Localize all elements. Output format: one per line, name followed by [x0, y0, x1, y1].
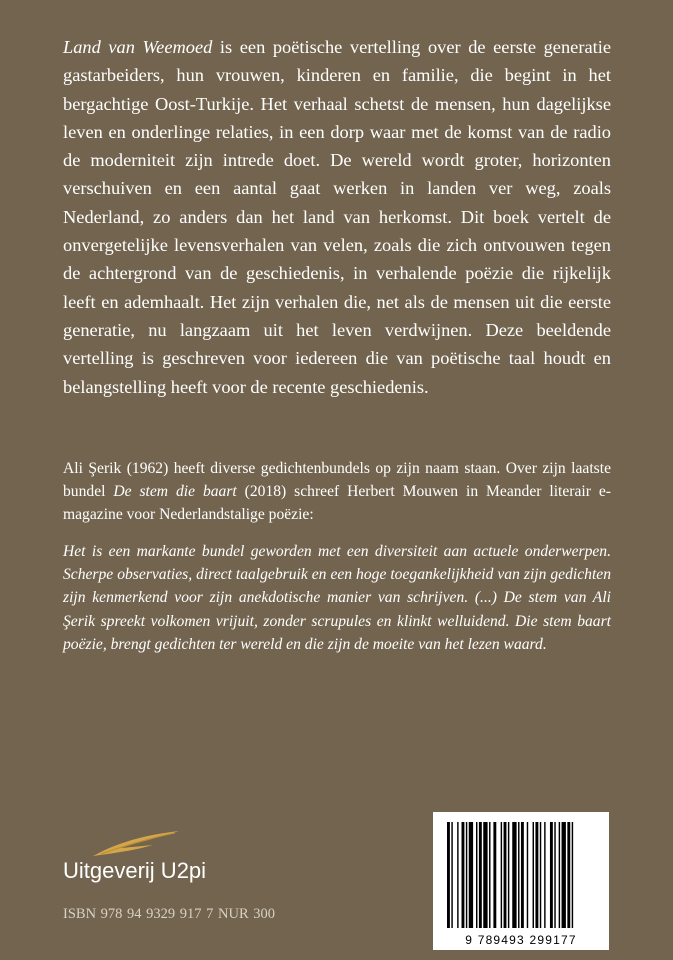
publisher-logo	[63, 828, 313, 884]
barcode-bar	[550, 822, 553, 928]
review-quote: Het is een markante bundel geworden met een diversiteit aan actuele onderwerpen. Scherpe observaties, direct taalgebruik en een hoge toegankelijkheid van zijn gedichten zijn kenmerkend voor zijn anekdotische manier van schrijven. (...) De stem van Ali Şerik spreekt volkomen vrijuit, zonder scrupules en klinkt welluidend. Die stem baart poëzie, brengt gedichten ter wereld en die zijn de moeite van het lezen waard.	[63, 543, 611, 653]
barcode-bar	[466, 822, 467, 928]
barcode-bar	[521, 822, 524, 928]
bio-text-after: (2018) schreef Herbert Mouwen in Meander literair e-magazine voor Nederlandstalige poëzie:	[63, 483, 611, 524]
barcode-bar	[489, 822, 490, 928]
previous-book-title: De stem die baart	[113, 483, 237, 501]
barcode-bar	[479, 822, 482, 928]
barcode-bar	[469, 822, 473, 928]
barcode-bar	[572, 822, 573, 928]
barcode-bar	[567, 822, 570, 928]
barcode-bar	[447, 822, 450, 928]
barcode-bar	[508, 822, 509, 928]
barcode-bars	[433, 812, 609, 950]
book-title: Land van Weemoed	[63, 37, 213, 57]
barcode-bar	[518, 822, 519, 928]
barcode-number: 9 789493 299177	[465, 933, 577, 947]
barcode-bar	[535, 822, 538, 928]
author-bio	[63, 457, 611, 527]
isbn-nur-line: ISBN 978 94 9329 917 7 NUR 300	[63, 906, 276, 922]
barcode-bar	[540, 822, 541, 928]
barcode-bar	[512, 822, 516, 928]
barcode-bar	[533, 822, 534, 928]
barcode-bar	[554, 822, 555, 928]
back-cover-blurb	[63, 33, 611, 401]
isbn-barcode	[433, 812, 609, 950]
barcode-bar	[483, 822, 487, 928]
barcode-bar	[562, 822, 566, 928]
barcode-bar	[451, 822, 452, 928]
barcode-bar	[544, 822, 545, 928]
barcode-bar	[493, 822, 496, 928]
barcode-bar	[501, 822, 502, 928]
barcode-bar	[559, 822, 560, 928]
blurb-text: is een poëtische vertelling over de eerste generatie gastarbeiders, hun vrouwen, kinderen en familie, die begint in het bergachtige Oost-Turkije. Het verhaal schetst de mensen, hun dagelijkse leven en onderlinge relaties, in een dorp waar met de komst van de radio de moderniteit zijn intrede doet. De wereld wordt groter, horizonten verschuiven en een aantal gaat werken in landen ver weg, zoals Nederland, zo anders dan het land van herkomst. Dit boek vertelt de onvergetelijke levensverhalen van velen, zoals die zich ontvouwen tegen de achtergrond van de geschiedenis, in verhalende poëzie die rijkelijk leeft en ademhaalt. Het zijn verhalen die, net als de mensen uit die eerste generatie, nu langzaam uit het leven verdwijnen. Deze beeldende vertelling is geschreven voor iedereen die van poëtische taal houdt en belangstelling heeft voor de recente geschiedenis.	[63, 37, 611, 397]
publisher-name: Uitgeverij U2pi	[63, 858, 207, 883]
barcode-bar	[476, 822, 477, 928]
bio-text-before: Ali Şerik (1962) heeft diverse gedichtenbundels op zijn naam staan. Over zijn laatste bundel	[63, 460, 611, 501]
barcode-bar	[457, 822, 458, 928]
barcode-bar	[462, 822, 465, 928]
barcode-bar	[527, 822, 528, 928]
quill-feather-icon	[91, 828, 181, 858]
barcode-bar	[504, 822, 507, 928]
